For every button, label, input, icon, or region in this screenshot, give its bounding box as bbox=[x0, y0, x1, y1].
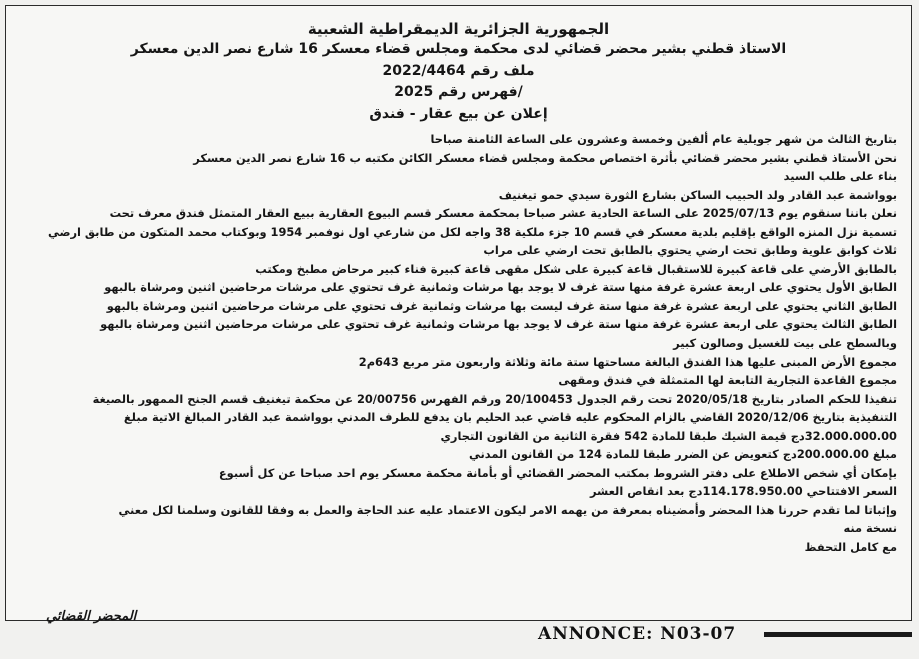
body-line: نعلن باننا سنقوم يوم 2025/07/13 على الساعة الحادية عشر صباحا بمحكمة معسكر قسم البيوع العقارية ببيع العقار المتمثل فندق معرف تحت bbox=[109, 206, 897, 221]
announcement-frame bbox=[5, 5, 912, 624]
body-line: تسمية نزل المنزه الواقع بإقليم بلدية معسكر في قسم 10 جزء ملكية 38 واجه لكل من شارعي اول نوفمبر 1954 وبوكتاب محمد المتكون من طابق ارضي bbox=[47, 224, 897, 239]
body-line: بالطابق الأرضي على قاعة كبيرة للاستقبال قاعة كبيرة على شكل مقهى قاعة كبيرة فناء كبير مرحاض مطبخ ومكتب bbox=[255, 261, 897, 276]
body-line: نحن الأستاذ قطني بشير محضر قضائي بأثرة اختصاص محكمة ومجلس قضاء معسكر الكائن مكتبه ب 16 شارع نصر الدين معسكر bbox=[193, 150, 897, 165]
bailiff-heading: الاستاذ قطني بشير محضر قضائي لدى محكمة ومجلس قضاء معسكر 16 شارع نصر الدين معسكر bbox=[130, 41, 787, 57]
body-line: بإمكان أي شخص الاطلاع على دفتر الشروط بمكتب المحضر القضائي أو بأمانة محكمة معسكر يوم احد صباحا عن كل أسبوع bbox=[218, 465, 897, 480]
body-line: وإثباتا لما تقدم حررنا هذا المحضر وأمضيناه بمعرفة من يهمه الامر ليكون الاعتماد عليه عند الحاجة والعمل به وفقا للقانون وسلمنا لكل معني bbox=[118, 502, 897, 517]
announcement-title: إعلان عن بيع عقار - فندق bbox=[369, 106, 548, 122]
index-number: فهرس رقم 2025/ bbox=[394, 84, 523, 100]
body-line: مجموع القاعدة التجارية التابعة لها المتمثلة في فندق ومقهى bbox=[558, 373, 897, 388]
body-line: بناء على طلب السيد bbox=[783, 169, 897, 184]
annonce-divider bbox=[764, 632, 912, 637]
republic-heading: الجمهورية الجزائرية الديمقراطية الشعبية bbox=[307, 20, 610, 38]
announcement-body bbox=[20, 130, 897, 557]
body-line: 32.000.000.00دج قيمة الشيك طبقا للمادة 542 فقرة الثانية من القانون التجاري bbox=[440, 428, 897, 443]
annonce-number: ANNONCE: N03-07 bbox=[538, 624, 737, 644]
bailiff-signature: المحضر القضائي bbox=[46, 609, 137, 624]
body-line: مجموع الأرض المبنى عليها هذا الفندق البالغة مساحتها ستة مائة وثلاثة واربعون متر مربع 643م2 bbox=[358, 354, 897, 369]
body-line: تنفيذا للحكم الصادر بتاريخ 2020/05/18 تحت رقم الجدول 20/100453 ورقم الفهرس 20/00756 عن محكمة تيغنيف قسم الجنح الممهور بالصيغة bbox=[92, 391, 897, 406]
body-line: نسخة منه bbox=[843, 521, 897, 536]
body-line: التنفيذية بتاريخ 2020/12/06 القاضي بالزام المحكوم عليه قاضي عبد الحليم بان يدفع للطرف المدني بوواشمة عبد القادر المبالغ الاتية مبلغ bbox=[123, 410, 897, 425]
body-line: الطابق الثالث يحتوي على اربعة عشرة غرفة منها ستة غرف لا يوجد بها مرشات وثمانية غرف تحتوي على مرشات مرحاضين اثنين ومرشاة بالبهو bbox=[100, 317, 897, 332]
body-line: بوواشمة عبد القادر ولد الحبيب الساكن بشارع الثورة سيدي حمو تيغنيف bbox=[498, 187, 897, 202]
body-line: السعر الافتتاحي 114.178.950.00دج بعد انقاص العشر bbox=[589, 484, 897, 499]
file-number: ملف رقم 2022/4464 bbox=[382, 63, 535, 79]
body-line: الطابق الثاني يحتوي على اربعة عشرة غرفة منها ستة غرف ليست بها مرشات وثمانية غرف تحتوي على مرشات مرحاضين اثنين ومرشاة بالبهو bbox=[106, 298, 897, 313]
body-line: مع كامل التحفظ bbox=[804, 540, 897, 555]
body-line: وبالسطح على بيت للغسيل وصالون كبير bbox=[673, 336, 897, 351]
body-line: مبلغ 200.000.00دج كتعويض عن الضرر طبقا للمادة 124 من القانون المدني bbox=[468, 447, 897, 462]
body-line: الطابق الأول يحتوي على اربعة عشرة غرفة منها ستة غرف لا يوجد بها مرشات وثمانية غرف تحتوي على مرشات مرحاضين اثنين ومرشاة بالبهو bbox=[104, 280, 897, 295]
body-line: ثلاث كوابق علوية وطابق تحت ارضي يحتوي بالطابق تحت ارضي على مراب bbox=[483, 243, 897, 258]
body-line: بتاريخ الثالث من شهر جويلية عام ألفين وخمسة وعشرون على الساعة الثامنة صباحا bbox=[430, 132, 897, 146]
